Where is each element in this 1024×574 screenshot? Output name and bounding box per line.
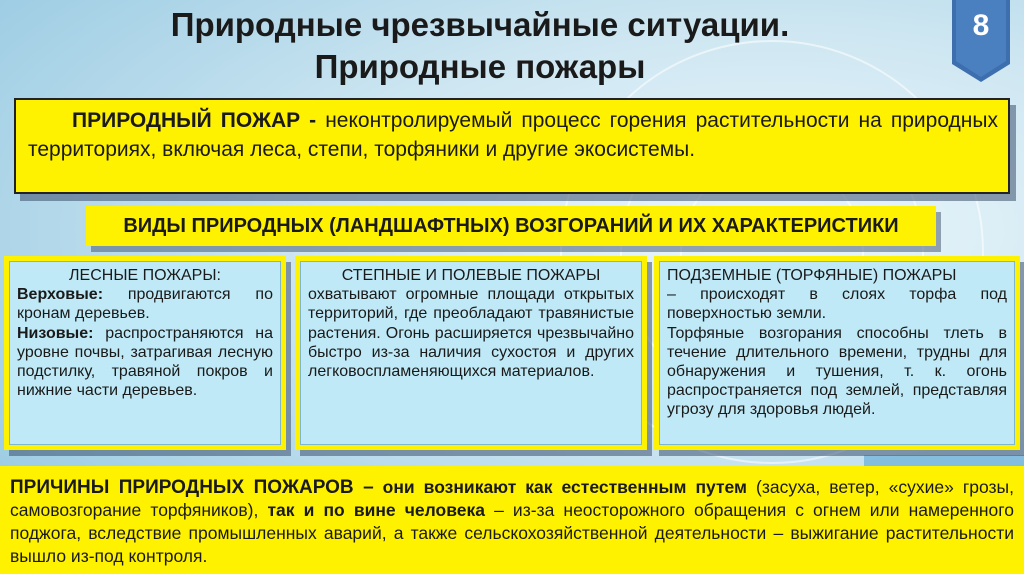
title-line-1: Природные чрезвычайные ситуации. bbox=[170, 6, 790, 43]
peat-fires-title: ПОДЗЕМНЫЕ (ТОРФЯНЫЕ) ПОЖАРЫ bbox=[667, 267, 957, 284]
crown-fires-text: продвигаются по кронам деревьев. bbox=[17, 286, 273, 323]
page-number: 8 bbox=[972, 9, 990, 42]
ground-fires-label: Низовые: bbox=[17, 324, 94, 342]
forest-fires-title: ЛЕСНЫЕ ПОЖАРЫ: bbox=[69, 267, 221, 284]
forest-fires-content bbox=[9, 261, 281, 445]
definition-term: ПРИРОДНЫЙ ПОЖАР - bbox=[72, 109, 317, 132]
causes-natural-label: они возникают как естественным путем bbox=[373, 477, 747, 497]
steppe-fires-content bbox=[300, 261, 642, 445]
forest-fires-card bbox=[4, 256, 286, 450]
definition-box bbox=[14, 98, 1010, 194]
steppe-fires-title: СТЕПНЫЕ И ПОЛЕВЫЕ ПОЖАРЫ bbox=[341, 267, 601, 284]
causes-human-text: – из-за неосторожного обращения с огнем или намеренного поджога, вследствие промышленных аварий, а также сельскохозяйственной деятельности – выжигание растительности вышло из-под контроля. bbox=[10, 500, 1014, 566]
peat-fires-card bbox=[654, 256, 1020, 450]
causes-natural-text: (засуха, ветер, «сухие» грозы, самовозгорание торфяников), bbox=[10, 477, 1014, 520]
title-line-2: Природные пожары bbox=[314, 48, 646, 85]
kinds-heading: ВИДЫ ПРИРОДНЫХ (ЛАНДШАФТНЫХ) ВОЗГОРАНИЙ И ИХ ХАРАКТЕРИСТИКИ bbox=[86, 206, 936, 246]
peat-fires-text-1: – происходят в слоях торфа под поверхностью земли. bbox=[667, 286, 1007, 323]
steppe-fires-card bbox=[295, 256, 647, 450]
crown-fires-label: Верховые: bbox=[17, 286, 104, 304]
causes-heading: ПРИЧИНЫ ПРИРОДНЫХ ПОЖАРОВ – bbox=[10, 477, 374, 498]
steppe-fires-text: охватывают огромные площади открытых территорий, где преобладают травянистые растения. Огонь расширяется чрезвычайно быстро из-за наличия сухостоя и других легковоспламеняющихся материалов. bbox=[308, 286, 634, 381]
ground-fires-text: распространяются на уровне почвы, затрагивая лесную подстилку, травяной покров и нижние части деревьев. bbox=[17, 324, 273, 400]
definition-text: неконтролируемый процесс горения растительности на природных территориях, включая леса, степи, торфяники и другие экосистемы. bbox=[28, 109, 998, 161]
causes-box bbox=[0, 466, 1024, 574]
peat-fires-text-2: Торфяные возгорания способны тлеть в течение длительного времени, трудны для обнаружения и тушения, т. к. огонь распространяется под землей, представляя угрозу для здоровья людей. bbox=[667, 324, 1007, 419]
crown-fires-paragraph bbox=[17, 285, 273, 323]
peat-fires-content bbox=[659, 261, 1015, 445]
slide-title bbox=[0, 4, 960, 88]
ground-fires-paragraph bbox=[17, 324, 273, 401]
causes-human-label: так и по вине человека bbox=[258, 500, 485, 520]
